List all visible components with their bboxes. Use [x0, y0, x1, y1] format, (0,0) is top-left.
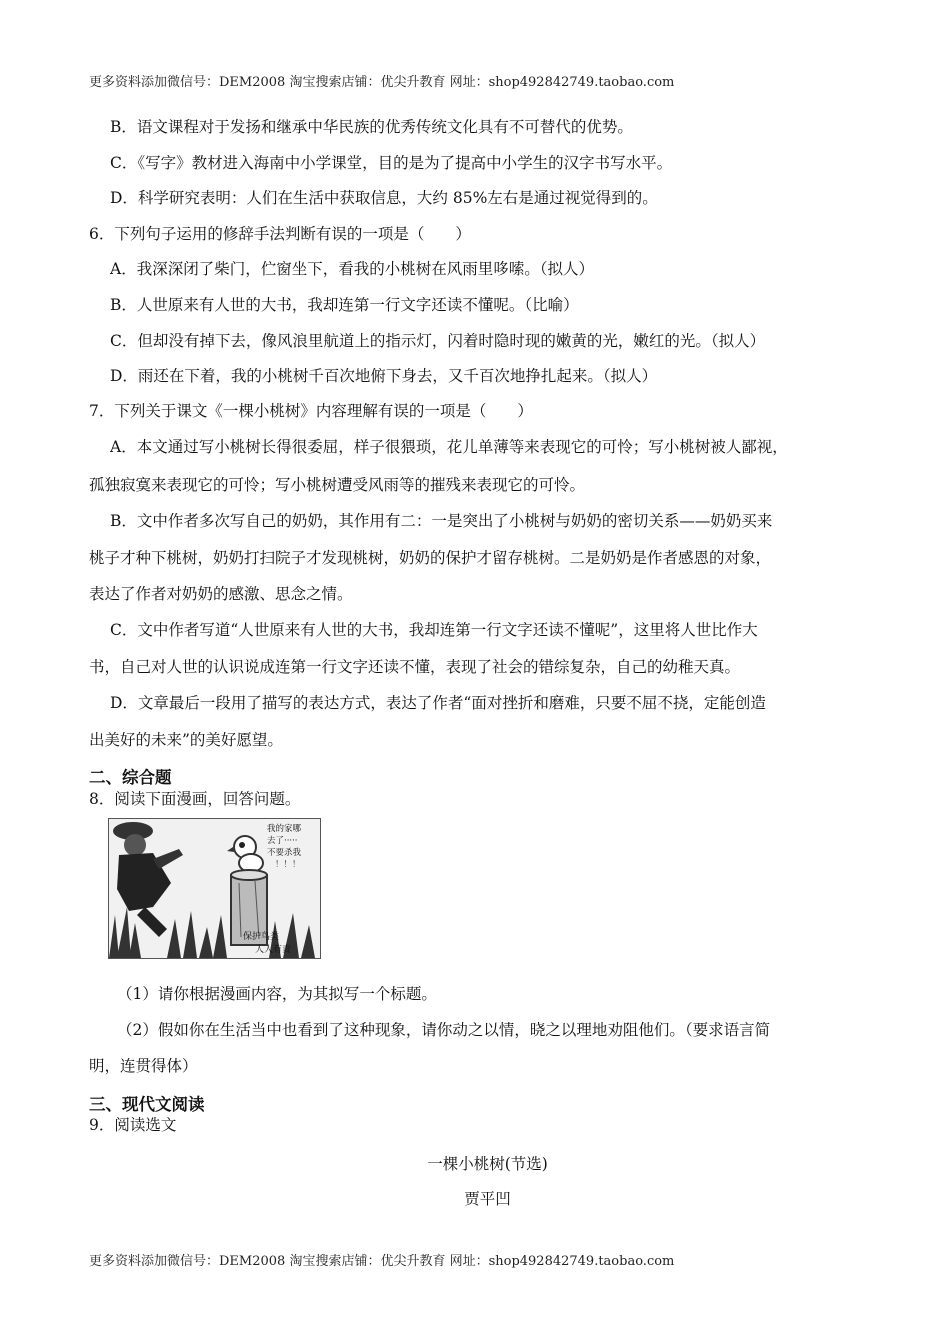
section-3-heading: 三、现代文阅读 — [89, 1095, 205, 1114]
q7-option-d-line1: D．文章最后一段用了描写的表达方式，表达了作者“面对挫折和磨难，只要不屈不挠，定能创造 — [110, 694, 766, 712]
comic-speech-line-3: 不要杀我 — [267, 848, 302, 858]
page-header: 更多资料添加微信号：DEM2008 淘宝搜索店铺：优尖升教育 网址：shop492842749.taobao.com — [89, 75, 675, 90]
q7-option-a-line1: A．本文通过写小桃树长得很委屈，样子很猥琐，花儿单薄等来表现它的可怜；写小桃树被人鄙视， — [110, 438, 788, 456]
q7-option-b-line3: 表达了作者对奶奶的感激、思念之情。 — [89, 585, 353, 603]
comic-speech-line-1: 我的家哪 — [267, 824, 302, 834]
q5-option-c: C．《写字》教材进入海南中小学课堂，目的是为了提高中小学生的汉字书写水平。 — [110, 154, 673, 172]
q7-option-b-line2: 桃子才种下桃树，奶奶打扫院子才发现桃树，奶奶的保护才留存桃树。二是奶奶是作者感恩的对象， — [89, 549, 772, 567]
passage-author: 贾平凹 — [464, 1190, 511, 1208]
q9-stem: 9．阅读选文 — [89, 1116, 177, 1134]
q6-option-b: B．人世原来有人世的大书，我却连第一行文字还读不懂呢。（比喻） — [110, 296, 579, 314]
q5-option-b: B．语文课程对于发扬和继承中华民族的优秀传统文化具有不可替代的优势。 — [110, 118, 633, 136]
comic-illustration — [108, 818, 321, 959]
q8-subquestion-1: （1）请你根据漫画内容，为其拟写一个标题。 — [117, 985, 437, 1003]
q6-option-c: C．但却没有掉下去，像风浪里航道上的指示灯，闪着时隐时现的嫩黄的光，嫩红的光。（拟人） — [110, 332, 766, 350]
q6-option-d: D．雨还在下着，我的小桃树千百次地俯下身去，又千百次地挣扎起来。（拟人） — [110, 367, 658, 385]
q8-stem: 8．阅读下面漫画，回答问题。 — [89, 790, 301, 808]
comic-caption-line-2: 人人有责 — [255, 945, 292, 955]
q6-option-a: A．我深深闭了柴门，伫窗坐下，看我的小桃树在风雨里哆嗦。（拟人） — [110, 260, 594, 278]
q7-option-c-line2: 书，自己对人世的认识说成连第一行文字还读不懂，表现了社会的错综复杂，自己的幼稚天真。 — [89, 658, 741, 676]
q7-stem: 7．下列关于课文《一棵小桃树》内容理解有误的一项是（ ） — [89, 402, 533, 420]
page-footer: 更多资料添加微信号：DEM2008 淘宝搜索店铺：优尖升教育 网址：shop492842749.taobao.com — [89, 1254, 675, 1269]
comic-speech-line-4: ！！！ — [275, 860, 301, 870]
comic-speech-line-2: 去了····· — [267, 836, 298, 846]
comic-caption-line-1: 保护鸟类 — [243, 932, 280, 942]
q6-stem: 6．下列句子运用的修辞手法判断有误的一项是（ ） — [89, 225, 471, 243]
q7-option-b-line1: B．文中作者多次写自己的奶奶，其作用有二：一是突出了小桃树与奶奶的密切关系——奶奶买来 — [110, 512, 773, 530]
q8-subquestion-2-line2: 明，连贯得体） — [89, 1057, 198, 1075]
q5-option-d: D．科学研究表明：人们在生活中获取信息，大约 85%左右是通过视觉得到的。 — [110, 189, 658, 207]
q7-option-d-line2: 出美好的未来”的美好愿望。 — [89, 731, 283, 749]
section-2-heading: 二、综合题 — [89, 768, 172, 787]
q7-option-a-line2: 孤独寂寞来表现它的可怜；写小桃树遭受风雨等的摧残来表现它的可怜。 — [89, 476, 586, 494]
passage-title: 一棵小桃树(节选) — [427, 1155, 548, 1173]
q7-option-c-line1: C．文中作者写道“人世原来有人世的大书，我却连第一行文字还读不懂呢”，这里将人世比作大 — [110, 621, 758, 639]
q8-subquestion-2-line1: （2）假如你在生活当中也看到了这种现象，请你动之以情，晓之以理地劝阻他们。（要求语言简 — [117, 1021, 771, 1039]
